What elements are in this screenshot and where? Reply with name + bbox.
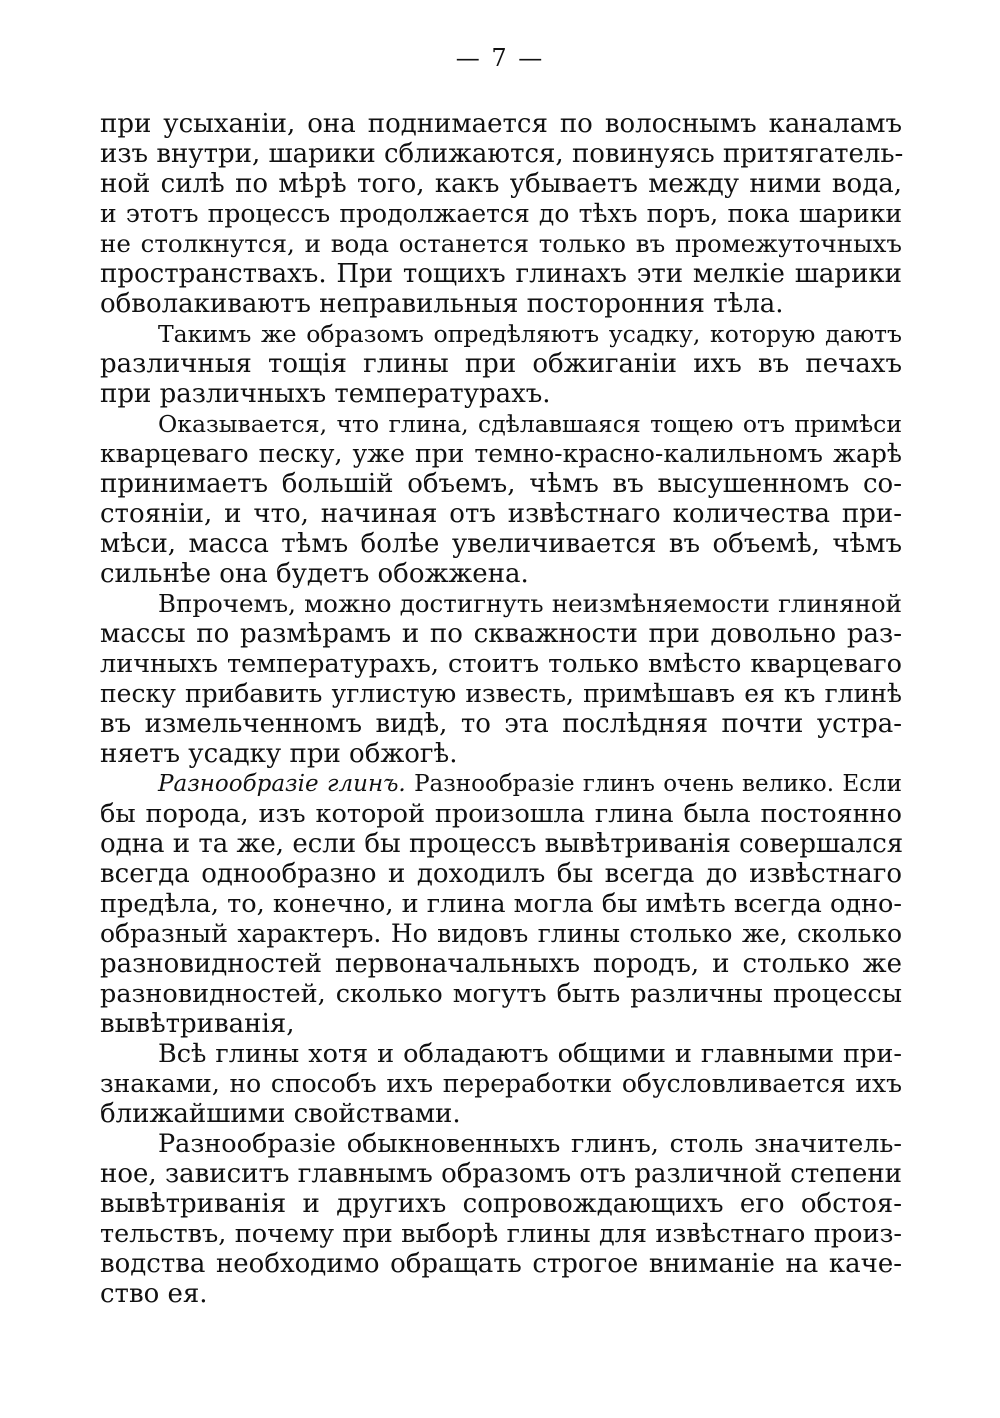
text-line: въ измельченномъ видѣ, то эта послѣдняя почти устра- <box>100 709 902 739</box>
text-line: вывѣтриванія и другихъ сопровождающихъ его обстоя- <box>100 1189 902 1219</box>
body-text <box>100 109 902 1309</box>
text-line: бы порода, изъ которой произошла глина была постоянно <box>100 799 902 829</box>
paragraph <box>100 1129 902 1309</box>
paragraph <box>100 1039 902 1129</box>
text-line-rest: Разнообразіе глинъ очень велико. Если <box>405 771 902 797</box>
text-line: ное, зависитъ главнымъ образомъ отъ различной степени <box>100 1159 902 1189</box>
text-line: тельствъ, почему при выборѣ глины для извѣстнаго произ- <box>100 1219 902 1249</box>
text-line: вывѣтриванія, <box>100 1009 295 1039</box>
text-line: ство ея. <box>100 1279 208 1309</box>
text-line: и этотъ процессъ продолжается до тѣхъ поръ, пока шарики <box>100 199 902 228</box>
section-heading: Разнообразіе глинъ. <box>158 771 406 797</box>
text-line: песку прибавить углистую известь, примѣшавъ ея къ глинѣ <box>100 679 902 708</box>
text-line: ной силѣ по мѣрѣ того, какъ убываетъ между ними вода, <box>100 169 902 199</box>
text-line: массы по размѣрамъ и по скважности при довольно раз- <box>100 619 902 649</box>
paragraph <box>100 319 902 409</box>
text-line: пространствахъ. При тощихъ глинахъ эти мелкіе шарики <box>100 259 902 289</box>
text-line: предѣла, то, конечно, и глина могла бы имѣть всегда одно- <box>100 889 902 919</box>
text-line: водства необходимо обращать строгое вниманіе на каче- <box>100 1249 902 1279</box>
text-line: всегда однообразно и доходилъ бы всегда до извѣстнаго <box>100 859 902 889</box>
paragraph <box>100 589 902 769</box>
text-line: не столкнутся, и вода останется только въ промежуточныхъ <box>100 229 902 258</box>
text-line: одна и та же, если бы процессъ вывѣтриванія совершался <box>100 829 904 859</box>
text-line: Такимъ же образомъ опредѣляютъ усадку, которую даютъ <box>158 320 902 348</box>
text-line: сильнѣе она будетъ обожжена. <box>100 559 529 589</box>
text-line: Оказывается, что глина, сдѣлавшаяся тощею отъ примѣси <box>158 410 902 438</box>
text-line: ближайшими свойствами. <box>100 1099 461 1129</box>
text-line: няетъ усадку при обжогѣ. <box>100 739 458 769</box>
paragraph <box>100 409 902 589</box>
text-line: знаками, но способъ ихъ переработки обусловливается ихъ <box>100 1069 902 1098</box>
text-line <box>100 769 902 799</box>
text-line: Разнообразіе обыкновенныхъ глинъ, столь значитель- <box>158 1129 902 1159</box>
text-line: обволакиваютъ неправильныя посторонния тѣла. <box>100 289 784 319</box>
text-line: личныхъ температурахъ, стоитъ только вмѣсто кварцеваго <box>100 649 902 679</box>
text-line: Всѣ глины хотя и обладаютъ общими и главными при- <box>158 1039 902 1069</box>
paragraph <box>100 769 902 1039</box>
text-line: стояніи, и что, начиная отъ извѣстнаго количества при- <box>100 499 902 529</box>
text-line: принимаетъ большій объемъ, чѣмъ въ высушенномъ со- <box>100 469 902 499</box>
text-line: разновидностей первоначальныхъ породъ, и столько же <box>100 949 902 979</box>
text-line: разновидностей, сколько могутъ быть различны процессы <box>100 979 902 1009</box>
page-number: — 7 — <box>455 44 545 72</box>
text-line: образный характеръ. Но видовъ глины столько же, сколько <box>100 919 902 948</box>
text-line: изъ внутри, шарики сближаются, повинуясь притягатель- <box>100 139 904 169</box>
paragraph <box>100 109 902 319</box>
text-line: мѣси, масса тѣмъ болѣе увеличивается въ объемѣ, чѣмъ <box>100 529 902 559</box>
text-line: различныя тощія глины при обжиганіи ихъ въ печахъ <box>100 349 902 379</box>
text-line: при различныхъ температурахъ. <box>100 379 551 409</box>
text-line: кварцеваго песку, уже при темно-красно-калильномъ жарѣ <box>100 439 902 468</box>
text-line: при усыханіи, она поднимается по волоснымъ каналамъ <box>100 109 902 139</box>
text-line: Впрочемъ, можно достигнуть неизмѣняемости глиняной <box>158 589 902 618</box>
